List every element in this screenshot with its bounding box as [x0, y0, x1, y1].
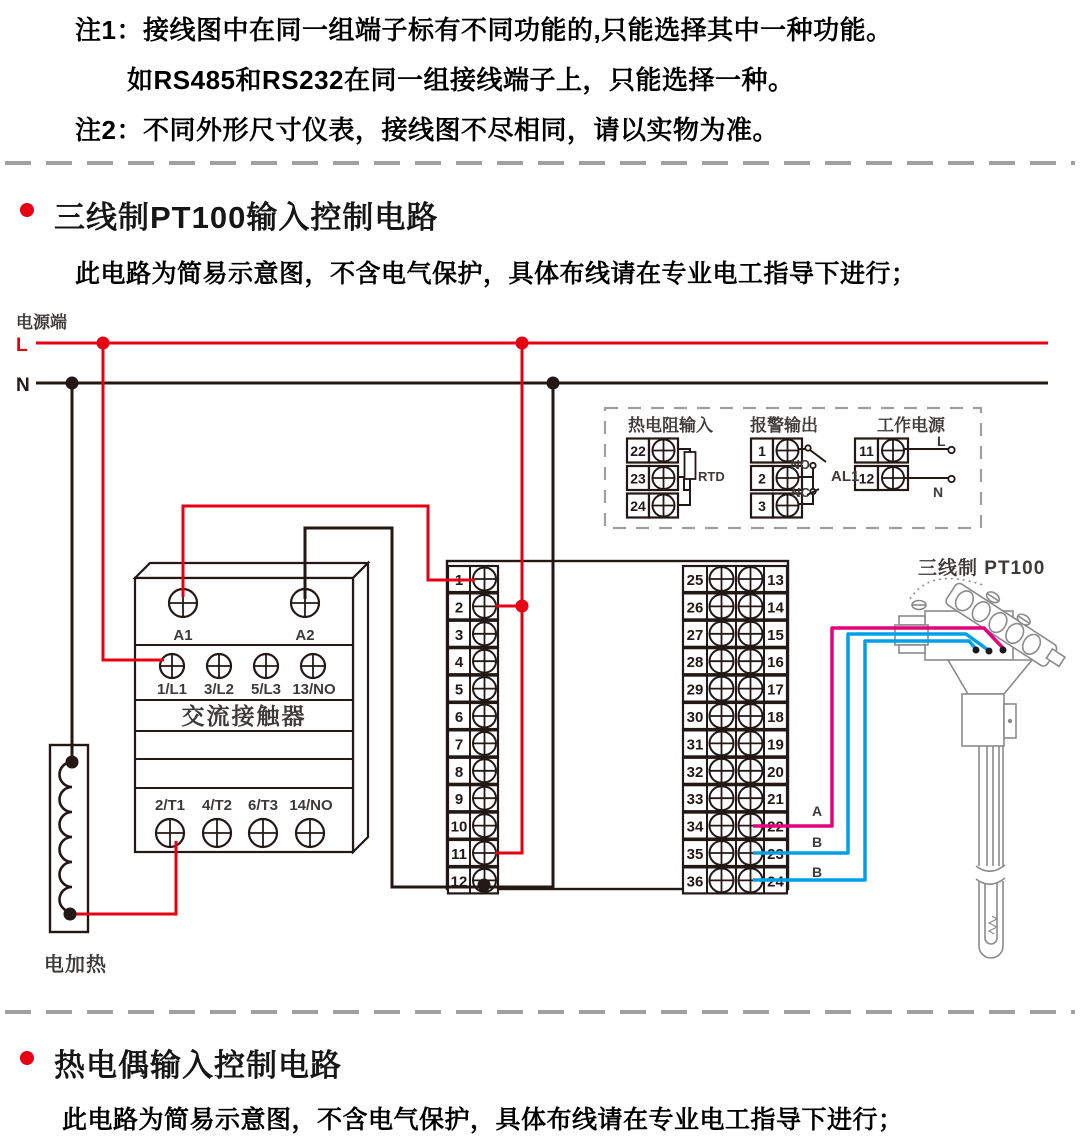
- screw-terminal-icon: [710, 649, 734, 673]
- terminal-number: 7: [454, 736, 464, 754]
- contactor-terminal-label: 13/NO: [292, 681, 336, 698]
- alarm-terminals: [751, 439, 802, 518]
- section2-subtitle: 此电路为简易示意图，不含电气保护，具体布线请在专业电工指导下进行；: [62, 1106, 904, 1134]
- screw-terminal-icon: [473, 622, 496, 645]
- terminal-number: 19: [767, 736, 784, 754]
- screw-terminal-icon: [739, 786, 763, 810]
- screw-terminal-icon: [739, 677, 763, 701]
- screw-terminal-icon: [710, 594, 734, 618]
- screw-terminal-icon: [710, 841, 734, 865]
- screw-terminal-icon: [473, 677, 496, 700]
- rtd-group-label: 热电阻输入: [628, 416, 713, 435]
- alarm-group-label: 报警输出: [750, 416, 818, 435]
- terminal-number: 31: [686, 736, 704, 754]
- contactor-terminal-label: 14/NO: [289, 797, 333, 814]
- screw-terminal-icon: [739, 622, 763, 646]
- screw-terminal-icon: [710, 814, 734, 838]
- electric-heater: [44, 745, 107, 976]
- screw-terminal-icon: [710, 567, 734, 591]
- power-rails: [16, 312, 1048, 396]
- terminal-number: 34: [686, 818, 704, 836]
- terminal-number: 17: [767, 681, 784, 699]
- terminal-number: 26: [686, 599, 704, 617]
- note-1-line-1: 注1：接线图中在同一组端子标有不同功能的,只能选择其中一种功能。: [75, 15, 893, 45]
- screw-terminal-icon: [710, 731, 734, 755]
- terminal-number: 24: [630, 498, 646, 514]
- screw-terminal-icon: [301, 654, 325, 678]
- screw-terminal-icon: [160, 654, 184, 678]
- screw-terminal-icon: [710, 622, 734, 646]
- screw-terminal-icon: [739, 649, 763, 673]
- terminal-number: 21: [767, 791, 784, 809]
- terminal-number: 3: [454, 626, 464, 644]
- heater-label: 电加热: [44, 954, 107, 976]
- rtd-component-label: RTD: [698, 469, 725, 484]
- terminal-number: 25: [686, 572, 704, 589]
- screw-terminal-icon: [473, 787, 496, 810]
- note-2: 注2：不同外形尺寸仪表，接线图不尽相同，请以实物为准。: [75, 115, 779, 145]
- alarm-nc-label: NC: [791, 485, 810, 500]
- terminal-number: 2: [454, 599, 464, 617]
- terminal-number: 6: [454, 709, 464, 726]
- screw-terminal-icon: [882, 440, 904, 462]
- contactor-terminal-label: 3/L2: [203, 681, 235, 698]
- terminal-number: 33: [686, 791, 704, 809]
- terminal-number: 30: [686, 709, 704, 726]
- screw-terminal-icon: [473, 759, 496, 782]
- terminal-number: 5: [454, 681, 464, 699]
- terminal-number: 23: [630, 470, 646, 487]
- contactor-terminal-label: 2/T1: [154, 797, 186, 814]
- rtd-terminals: [627, 439, 678, 518]
- screw-terminal-icon: [156, 819, 184, 847]
- terminal-number: 1: [454, 572, 464, 589]
- screw-terminal-icon: [739, 594, 763, 618]
- terminal-number: 28: [686, 654, 704, 672]
- screw-terminal-icon: [473, 568, 496, 591]
- sensor-label: 三线制 PT100: [918, 558, 1046, 579]
- section2-bullet-icon: [20, 1051, 34, 1065]
- screw-terminal-icon: [203, 819, 231, 847]
- screw-terminal-icon: [710, 786, 734, 810]
- supply-terminals: [855, 439, 908, 491]
- supply-l-label: L: [937, 433, 946, 449]
- screw-terminal-icon: [249, 819, 277, 847]
- terminal-number: 23: [767, 846, 784, 863]
- terminal-number: 11: [859, 443, 874, 459]
- terminal-number: 32: [686, 763, 704, 781]
- screw-terminal-icon: [473, 814, 496, 837]
- screw-terminal-icon: [739, 759, 763, 783]
- supply-n-label: N: [933, 484, 944, 500]
- terminal-strip-left: [448, 566, 498, 893]
- section1-subtitle: 此电路为简易示意图，不含电气保护，具体布线请在专业电工指导下进行；: [75, 260, 917, 288]
- alarm-relay-name: AL1: [831, 468, 860, 485]
- terminal-number: 27: [686, 626, 704, 644]
- screw-terminal-icon: [882, 467, 904, 489]
- dashed-separator-bottom: [5, 1010, 1075, 1014]
- terminal-number: 11: [451, 846, 467, 863]
- screw-terminal-icon: [653, 495, 675, 517]
- note-1-line-2: 如RS485和RS232在同一组接线端子上，只能选择一种。: [127, 65, 795, 95]
- ac-contactor: [135, 563, 368, 852]
- terminal-number: 13: [767, 572, 784, 589]
- section1-title: 三线制PT100输入控制电路: [54, 200, 439, 235]
- terminal-number: 29: [686, 681, 704, 699]
- wire-label-a: A: [812, 803, 823, 819]
- contactor-title: 交流接触器: [181, 703, 307, 729]
- screw-terminal-icon: [473, 705, 496, 728]
- screw-terminal-icon: [296, 819, 324, 847]
- terminal-number: 22: [630, 443, 646, 459]
- screw-terminal-icon: [710, 704, 734, 728]
- terminal-number: 14: [767, 599, 784, 617]
- terminal-number: 4: [454, 654, 464, 672]
- screw-terminal-icon: [710, 868, 734, 892]
- terminal-number: 22: [767, 818, 784, 836]
- rear-terminal-groups: [605, 408, 981, 528]
- pt100-sensor-illustration: [895, 556, 1073, 958]
- power-rail-label: 电源端: [16, 313, 67, 332]
- contactor-terminal-label: 6/T3: [247, 797, 279, 814]
- terminal-number: 12: [858, 470, 875, 487]
- section2-title: 热电偶输入控制电路: [54, 1048, 342, 1083]
- contactor-terminal-label: 5/L3: [250, 681, 282, 698]
- screw-terminal-icon: [653, 440, 675, 462]
- contactor-terminal-label: 4/T2: [201, 797, 233, 814]
- rail-n-label: N: [16, 375, 30, 396]
- screw-terminal-icon: [254, 654, 278, 678]
- terminal-strip-right: [683, 566, 787, 893]
- terminal-number: 8: [454, 763, 464, 781]
- screw-terminal-icon: [473, 595, 496, 618]
- screw-terminal-icon: [739, 704, 763, 728]
- terminal-number: 20: [767, 763, 784, 781]
- terminal-number: 12: [450, 873, 468, 891]
- terminal-number: 35: [686, 846, 704, 863]
- alarm-no-label: NO: [790, 457, 810, 472]
- screw-terminal-icon: [710, 759, 734, 783]
- terminal-number: 24: [767, 873, 784, 891]
- contactor-a2-label: A2: [295, 627, 315, 644]
- screw-terminal-icon: [473, 650, 496, 673]
- terminal-number: 1: [758, 443, 766, 459]
- terminal-number: 15: [767, 626, 784, 644]
- screw-terminal-icon: [653, 467, 675, 489]
- contactor-a1-label: A1: [173, 627, 193, 644]
- contactor-terminal-label: 1/L1: [156, 681, 188, 698]
- screw-terminal-icon: [739, 567, 763, 591]
- supply-group-label: 工作电源: [877, 416, 945, 435]
- rail-l-label: L: [16, 335, 28, 356]
- screw-terminal-icon: [207, 654, 231, 678]
- terminal-number: 16: [767, 654, 784, 672]
- terminal-number: 2: [758, 470, 766, 487]
- screw-terminal-icon: [739, 731, 763, 755]
- terminal-number: 36: [686, 873, 704, 891]
- screw-terminal-icon: [710, 677, 734, 701]
- terminal-number: 9: [454, 791, 464, 809]
- terminal-number: 18: [767, 709, 784, 726]
- wire-label-b2: B: [812, 864, 823, 880]
- terminal-number: 10: [450, 818, 468, 836]
- screw-terminal-icon: [473, 842, 496, 865]
- wire-label-b1: B: [812, 834, 823, 850]
- screw-terminal-icon: [473, 732, 496, 755]
- terminal-number: 3: [758, 498, 766, 514]
